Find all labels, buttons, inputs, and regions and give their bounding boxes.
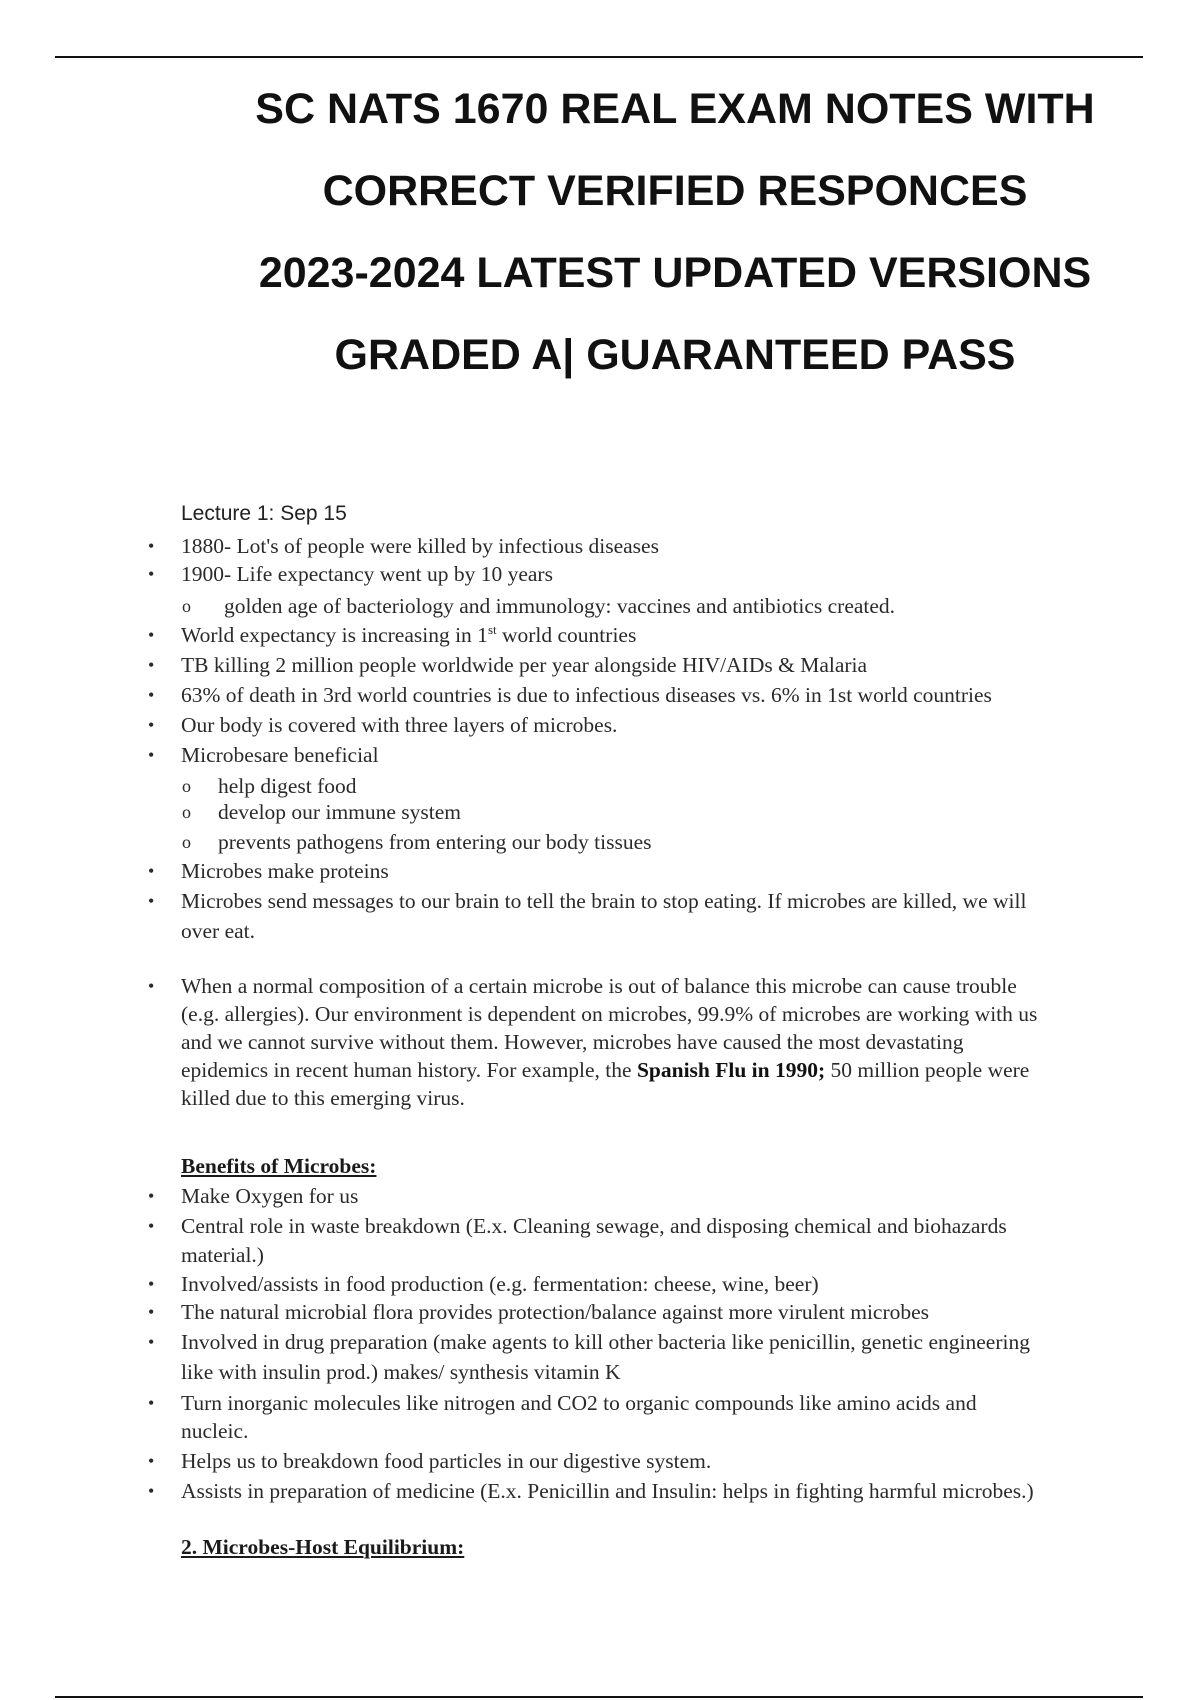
benefits-heading: Benefits of Microbes: (181, 1154, 377, 1178)
bold-phrase: Spanish Flu in 1990; (636, 1058, 826, 1082)
bullet-icon: • (148, 1274, 155, 1294)
sub-bullet-icon: o (182, 596, 191, 616)
title-line-1: SC NATS 1670 REAL EXAM NOTES WITH (255, 85, 1095, 133)
bullet-icon: • (148, 655, 155, 675)
bullet-icon: • (148, 564, 155, 584)
bullet-icon: • (148, 1186, 155, 1206)
sub-bullet-icon: o (182, 776, 191, 796)
bullet-icon: • (148, 891, 155, 911)
sub-bullet-icon: o (182, 832, 191, 852)
bullet-icon: • (148, 685, 155, 705)
document-title (240, 68, 1110, 396)
bullet-icon: • (148, 861, 155, 881)
title-line-4: GRADED A| GUARANTEED PASS (334, 331, 1016, 379)
bullet-icon: • (148, 1216, 155, 1236)
bullet-icon: • (148, 976, 155, 996)
bullet-icon: • (148, 1332, 155, 1352)
bottom-rule (55, 1696, 1143, 1698)
bullet-icon: • (148, 1302, 155, 1322)
lecture-label: Lecture 1: Sep 15 (181, 502, 347, 525)
bullet-icon: • (148, 1481, 155, 1501)
top-rule (55, 56, 1143, 58)
title-line-3: 2023-2024 LATEST UPDATED VERSIONS (258, 249, 1092, 297)
bullet-icon: • (148, 745, 155, 765)
title-line-2: CORRECT VERIFIED RESPONCES (322, 167, 1028, 215)
section-2-heading: 2. Microbes-Host Equilibrium: (181, 1535, 465, 1559)
sub-bullet-icon: o (182, 802, 191, 822)
bullet-icon: • (148, 536, 155, 556)
bullet-icon: • (148, 625, 155, 645)
bullet-icon: • (148, 1393, 155, 1413)
bullet-icon: • (148, 1451, 155, 1471)
bullet-icon: • (148, 715, 155, 735)
